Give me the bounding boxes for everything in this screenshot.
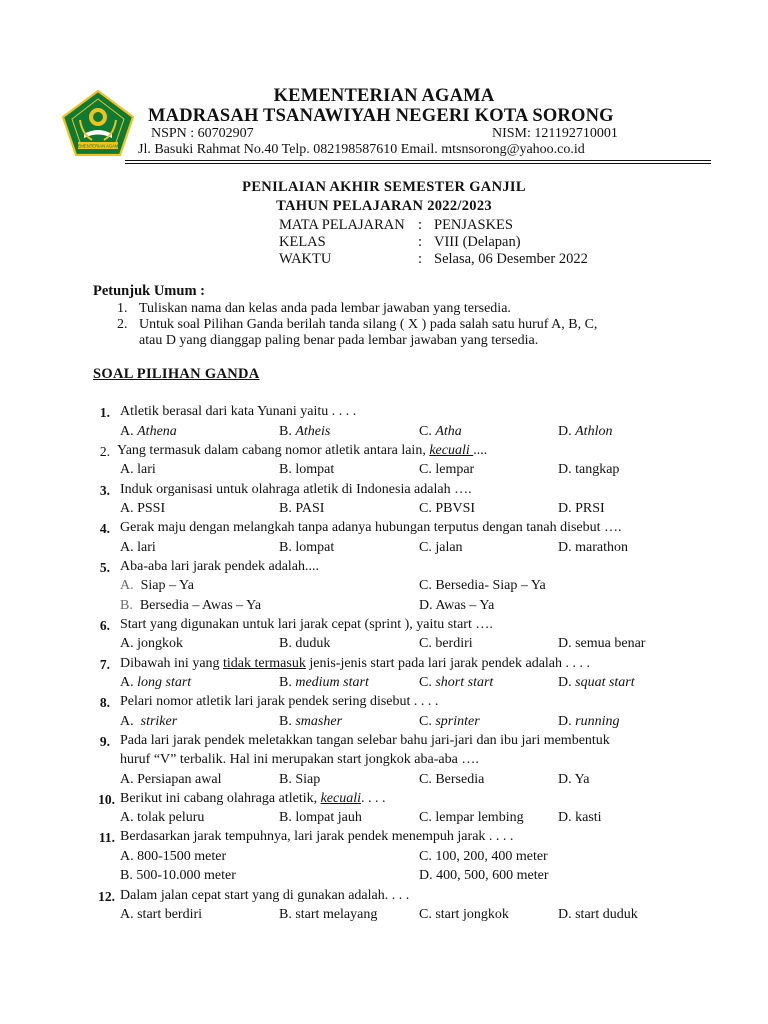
meta-colon: : <box>418 234 423 250</box>
question-text: Gerak maju dengan melangkah tanpa adanya hubungan terputus dengan tanah disebut …. <box>120 520 622 535</box>
question-number: 12. <box>98 889 115 904</box>
option-b: B. medium start <box>279 675 369 690</box>
option-a: A. lari <box>120 462 156 477</box>
option-c: C. sprinter <box>419 714 480 729</box>
option-c: C. Bersedia <box>419 772 485 787</box>
option-c: C. start jongkok <box>419 907 509 922</box>
option-a: A. long start <box>120 675 192 690</box>
option-a: A. jongkok <box>120 636 183 651</box>
option-a: A. striker <box>120 714 178 729</box>
meta-label: MATA PELAJARAN <box>279 217 405 233</box>
option-b: B. Siap <box>279 772 321 787</box>
meta-label: WAKTU <box>279 251 332 267</box>
option-a: A. 800-1500 meter <box>120 849 227 864</box>
option-a: A. tolak peluru <box>120 810 205 825</box>
option-b: B. 500-10.000 meter <box>120 868 236 883</box>
meta-value-time: Selasa, 06 Desember 2022 <box>434 251 588 267</box>
header-divider <box>125 160 711 161</box>
question-text: Dibawah ini yang tidak termasuk jenis-jenis start pada lari jarak pendek adalah . . . . <box>120 656 591 671</box>
option-a: A. PSSI <box>120 501 166 516</box>
option-d: D. semua benar <box>558 636 646 651</box>
question-text: huruf “V” terbalik. Hal ini merupakan start jongkok aba-aba …. <box>120 752 479 767</box>
option-c: C. lempar lembing <box>419 810 524 825</box>
option-b: B. Bersedia – Awas – Ya <box>120 598 262 613</box>
question-text: Start yang digunakan untuk lari jarak cepat (sprint ), yaitu start …. <box>120 617 493 632</box>
option-a: A. Athena <box>120 424 177 439</box>
school-name: MADRASAH TSANAWIYAH NEGERI KOTA SORONG <box>148 106 614 126</box>
option-c: C. Atha <box>419 424 462 439</box>
option-d: D. PRSI <box>558 501 605 516</box>
option-a: A. Persiapan awal <box>120 772 222 787</box>
option-d: D. Ya <box>558 772 590 787</box>
option-c: C. berdiri <box>419 636 473 651</box>
question-number: 6. <box>99 618 110 633</box>
option-a: A. start berdiri <box>120 907 203 922</box>
instruction-text: Tuliskan nama dan kelas anda pada lembar jawaban yang tersedia. <box>139 301 511 316</box>
question-text: Berikut ini cabang olahraga atletik, kecuali. . . . <box>120 791 386 806</box>
option-d: D. marathon <box>558 540 628 555</box>
question-number: 9. <box>99 734 110 749</box>
instructions-title: Petunjuk Umum : <box>93 283 205 299</box>
npsn-number: NSPN : 60702907 <box>151 126 254 141</box>
question-text: Berdasarkan jarak tempuhnya, lari jarak pendek menempuh jarak . . . . <box>120 829 514 844</box>
option-d: D. Athlon <box>558 424 613 439</box>
option-b: B. PASI <box>279 501 325 516</box>
svg-text:KEMENTERIAN AGAMA: KEMENTERIAN AGAMA <box>74 143 122 149</box>
section-title: SOAL PILIHAN GANDA <box>93 366 260 382</box>
meta-colon: : <box>418 251 423 267</box>
option-c: C. short start <box>419 675 494 690</box>
exam-year: TAHUN PELAJARAN 2022/2023 <box>276 198 492 214</box>
question-number: 10. <box>98 792 115 807</box>
meta-value-subject: PENJASKES <box>434 217 513 233</box>
option-c: C. lempar <box>419 462 475 477</box>
nism-number: NISM: 121192710001 <box>492 126 618 141</box>
option-c: C. Bersedia- Siap – Ya <box>419 578 546 593</box>
question-text: Dalam jalan cepat start yang di gunakan adalah. . . . <box>120 888 410 903</box>
question-text: Aba-aba lari jarak pendek adalah.... <box>120 559 320 574</box>
option-b: B. lompat jauh <box>279 810 362 825</box>
instruction-text: Untuk soal Pilihan Ganda berilah tanda silang ( X ) pada salah satu huruf A, B, C, <box>139 317 598 332</box>
option-b: B. start melayang <box>279 907 378 922</box>
option-c: C. PBVSI <box>419 501 476 516</box>
option-d: D. start duduk <box>558 907 638 922</box>
option-c: C. 100, 200, 400 meter <box>419 849 548 864</box>
option-b: B. Atheis <box>279 424 331 439</box>
school-address: Jl. Basuki Rahmat No.40 Telp. 082198587610 Email. mtsnsorong@yahoo.co.id <box>138 142 585 157</box>
option-c: C. jalan <box>419 540 463 555</box>
question-text: Atletik berasal dari kata Yunani yaitu . . . . <box>120 404 357 419</box>
option-d: D. 400, 500, 600 meter <box>419 868 549 883</box>
option-d: D. squat start <box>558 675 635 690</box>
option-b: B. smasher <box>279 714 343 729</box>
option-b: B. duduk <box>279 636 331 651</box>
question-number: 1. <box>99 405 110 420</box>
option-d: D. running <box>558 714 620 729</box>
question-text: Induk organisasi untuk olahraga atletik di Indonesia adalah …. <box>120 482 472 497</box>
option-b: B. lompat <box>279 462 335 477</box>
instruction-number: 1. <box>117 301 128 316</box>
ministry-name: KEMENTERIAN AGAMA <box>273 86 495 106</box>
option-d: D. tangkap <box>558 462 620 477</box>
meta-label: KELAS <box>279 234 326 250</box>
option-a: A. lari <box>120 540 156 555</box>
question-number: 7. <box>99 657 110 672</box>
header-divider-thin <box>125 163 711 164</box>
question-number: 4. <box>99 521 110 536</box>
question-number: 11. <box>98 830 115 845</box>
option-d: D. Awas – Ya <box>419 598 495 613</box>
option-b: B. lompat <box>279 540 335 555</box>
question-number: 5. <box>99 560 110 575</box>
instruction-number: 2. <box>117 317 128 332</box>
question-number: 2. <box>99 444 110 459</box>
exam-title: PENILAIAN AKHIR SEMESTER GANJIL <box>242 179 526 195</box>
option-a: A. Siap – Ya <box>120 578 194 593</box>
question-number: 3. <box>99 483 110 498</box>
question-text: Pelari nomor atletik lari jarak pendek sering disebut . . . . <box>120 694 439 709</box>
question-text: Yang termasuk dalam cabang nomor atletik antara lain, kecuali .... <box>117 443 488 458</box>
question-text: Pada lari jarak pendek meletakkan tangan selebar bahu jari-jari dan ibu jari membentuk <box>120 733 610 748</box>
meta-colon: : <box>418 217 423 233</box>
instruction-text: atau D yang dianggap paling benar pada lembar jawaban yang tersedia. <box>139 333 539 348</box>
meta-value-class: VIII (Delapan) <box>434 234 521 250</box>
question-number: 8. <box>99 695 110 710</box>
option-d: D. kasti <box>558 810 602 825</box>
